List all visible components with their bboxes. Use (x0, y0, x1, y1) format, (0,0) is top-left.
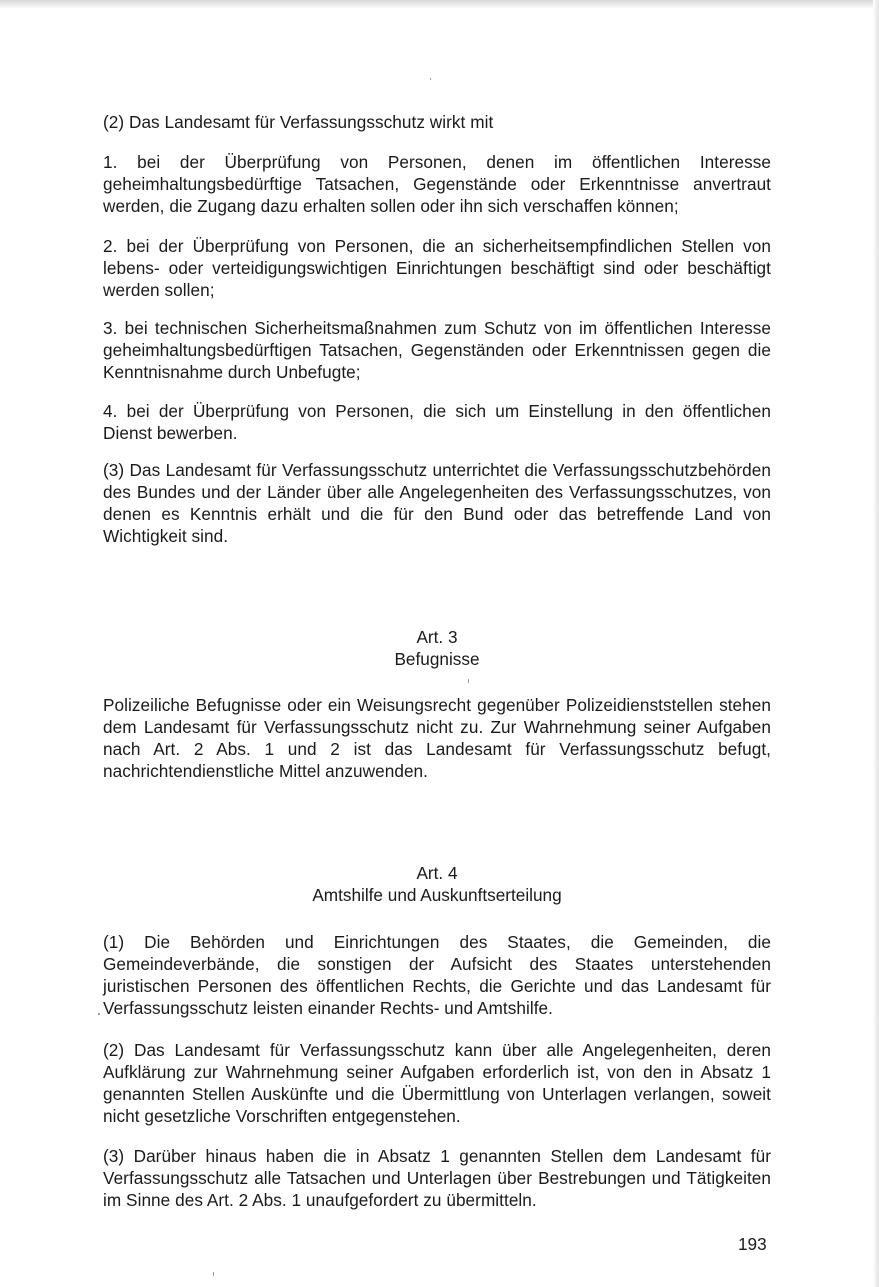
art4-number: Art. 4 (416, 863, 458, 883)
paragraph-3: (3) Das Landesamt für Verfassungsschutz unterrichtet die Verfassungsschutzbehörden des Bundes und der Länder über alle Angelegenheiten des Verfassungsschutzes, von denen es Kenntnis erhält und die für den Bund oder das betreffende Land von Wichtigkeit sind. (103, 460, 771, 546)
art4-heading (103, 862, 771, 906)
list-item-4: 4. bei der Überprüfung von Personen, die sich um Einstellung in den öffentlichen Dienst bewerben. (103, 401, 771, 443)
art3-body: Polizeiliche Befugnisse oder ein Weisungsrecht gegenüber Polizeidienststellen stehen dem Landesamt für Verfassungsschutz nicht zu. Zur Wahrnehmung seiner Aufgaben nach Art. 2 Abs. 1 und 2 ist das Landesamt für Verfassungsschutz befugt, nachrichtendienstliche Mittel anzuwenden. (103, 695, 771, 781)
art3-number: Art. 3 (416, 627, 458, 647)
art4-paragraph-1: (1) Die Behörden und Einrichtungen des Staates, die Gemeinden, die Gemeindeverbände, die sonstigen der Aufsicht des Staates unterstehenden juristischen Personen des öffentlichen Rechts, die Gerichte und das Landesamt für Verfassungsschutz leisten einander Rechts- und Amtshilfe. (103, 932, 771, 1018)
scan-speck (98, 1013, 100, 1015)
art3-title: Befugnisse (394, 649, 480, 669)
art4-paragraph-3: (3) Darüber hinaus haben die in Absatz 1 genannten Stellen dem Landesamt für Verfassungsschutz alle Tatsachen und Unterlagen über Bestrebungen und Tätigkeiten im Sinne des Art. 2 Abs. 1 unaufgefordert zu übermitteln. (103, 1146, 771, 1210)
paragraph-2-intro: (2) Das Landesamt für Verfassungsschutz wirkt mit (103, 112, 494, 132)
list-item-2: 2. bei der Überprüfung von Personen, die an sicherheitsempfindlichen Stellen von lebens- oder verteidigungswichtigen Einrichtungen beschäftigt sind oder beschäftigt werden sollen; (103, 236, 771, 300)
scan-speck (468, 679, 469, 683)
scan-speck (213, 1272, 214, 1276)
list-item-3: 3. bei technischen Sicherheitsmaßnahmen zum Schutz von im öffentlichen Interesse geheimhaltungsbedürftigen Tatsachen, Gegenständen oder Erkenntnissen gegen die Kenntnisnahme durch Unbefugte; (103, 318, 771, 382)
art4-paragraph-2: (2) Das Landesamt für Verfassungsschutz kann über alle Angelegenheiten, deren Aufklärung zur Wahrnehmung seiner Aufgaben erforderlich ist, von den in Absatz 1 genannten Stellen Auskünfte und die Übermittlung von Unterlagen verlangen, soweit nicht gesetzliche Vorschriften entgegenstehen. (103, 1040, 771, 1126)
scan-top-edge (0, 0, 879, 9)
art3-heading (103, 626, 771, 670)
art4-title: Amtshilfe und Auskunftserteilung (312, 885, 562, 905)
scan-speck (430, 78, 431, 80)
scan-right-edge (873, 0, 879, 1287)
list-item-1: 1. bei der Überprüfung von Personen, denen im öffentlichen Interesse geheimhaltungsbedürftige Tatsachen, Gegenstände oder Erkenntnisse anvertraut werden, die Zugang dazu erhalten sollen oder ihn sich verschaffen können; (103, 152, 771, 216)
page-number: 193 (738, 1234, 767, 1254)
